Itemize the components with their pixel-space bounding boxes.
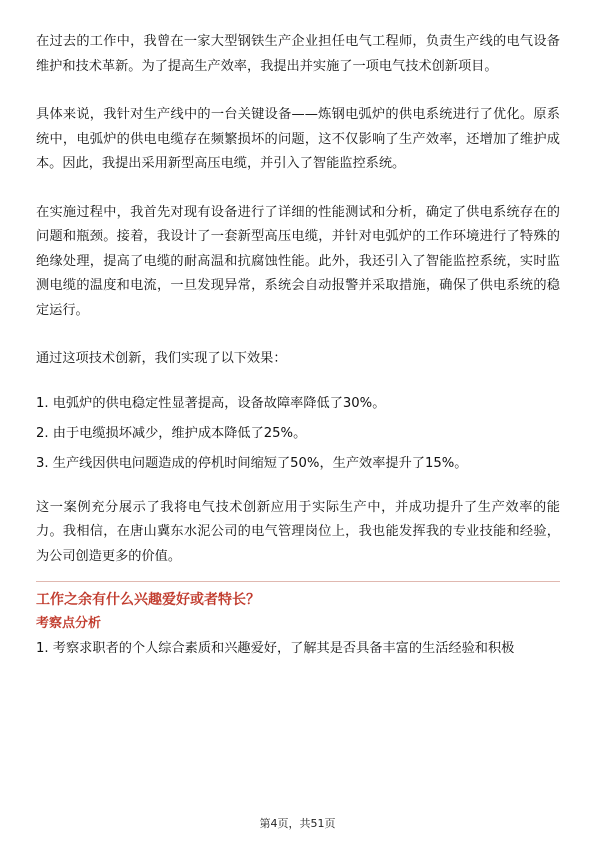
list-item: 3. 生产线因供电问题造成的停机时间缩短了50%，生产效率提升了15%。 <box>36 455 468 471</box>
results-list <box>36 396 560 472</box>
section-divider <box>36 581 560 582</box>
document-body <box>36 30 560 661</box>
list-item: 1. 电弧炉的供电稳定性显著提高，设备故障率降低了30%。 <box>36 395 386 411</box>
list-item: 2. 由于电缆损坏减少，维护成本降低了25%。 <box>36 425 307 441</box>
analysis-first-line: 1. 考察求职者的个人综合素质和兴趣爱好，了解其是否具备丰富的生活经验和积极 <box>36 641 515 656</box>
page-number: 第4页，共51页 <box>259 817 336 830</box>
paragraph-details: 具体来说，我针对生产线中的一台关键设备——炼钢电弧炉的供电系统进行了优化。原系统中，电弧炉的供电电缆存在频繁损坏的问题，这不仅影响了生产效率，还增加了维护成本。因此，我提出采用新型高压电缆，并引入了智能监控系统。 <box>36 107 560 171</box>
paragraph-implementation: 在实施过程中，我首先对现有设备进行了详细的性能测试和分析，确定了供电系统存在的问题和瓶颈。接着，我设计了一套新型高压电缆，并针对电弧炉的工作环境进行了特殊的绝缘处理，提高了电缆的耐高温和抗腐蚀性能。此外，我还引入了智能监控系统，实时监测电缆的温度和电流，一旦发现异常，系统会自动报警并采取措施，确保了供电系统的稳定运行。 <box>36 204 560 318</box>
paragraph-conclusion: 这一案例充分展示了我将电气技术创新应用于实际生产中，并成功提升了生产效率的能力。我相信，在唐山冀东水泥公司的电气管理岗位上，我也能发挥我的专业技能和经验，为公司创造更多的价值。 <box>36 499 560 564</box>
paragraph-background: 在过去的工作中，我曾在一家大型钢铁生产企业担任电气工程师，负责生产线的电气设备维护和技术革新。为了提高生产效率，我提出并实施了一项电气技术创新项目。 <box>36 34 560 74</box>
paragraph-results-intro: 通过这项技术创新，我们实现了以下效果： <box>36 351 287 366</box>
analysis-heading: 考察点分析 <box>36 616 102 631</box>
question-heading: 工作之余有什么兴趣爱好或者特长？ <box>36 592 260 608</box>
